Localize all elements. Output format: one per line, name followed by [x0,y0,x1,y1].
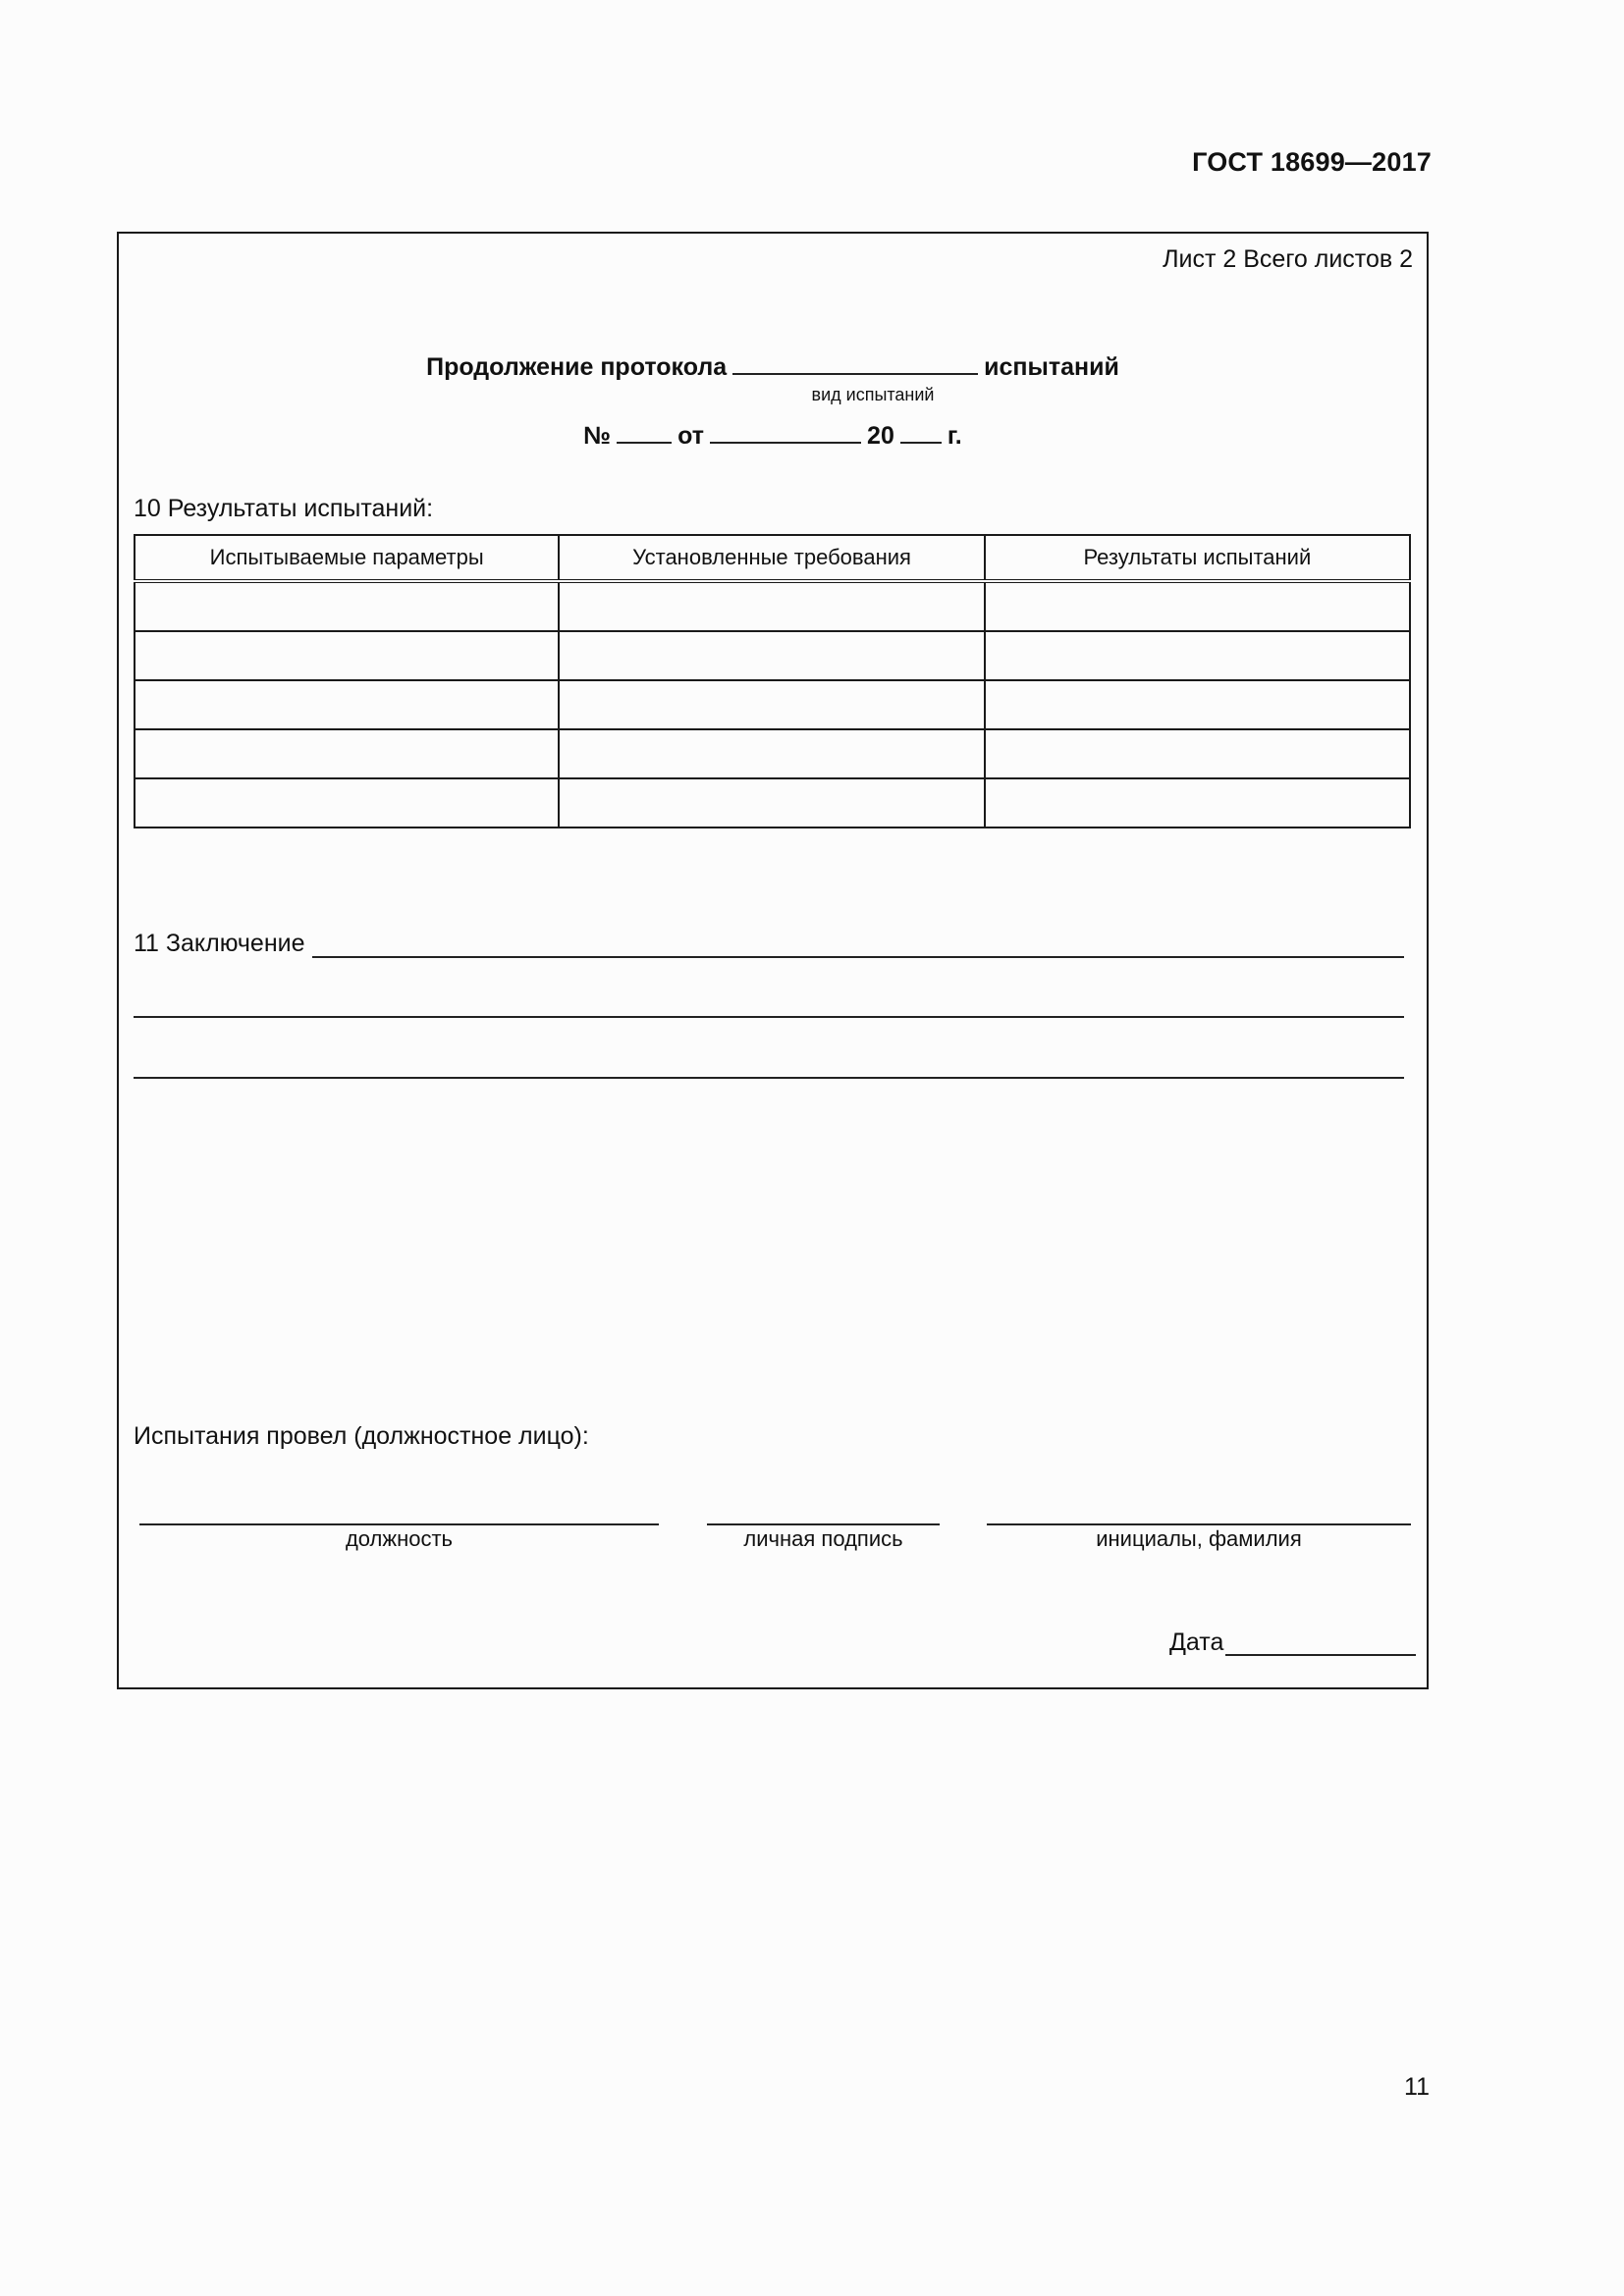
initials-signature-line[interactable] [987,1523,1411,1525]
protocol-form-frame [117,232,1429,1689]
table-cell[interactable] [135,680,559,729]
from-label: от [677,422,705,450]
number-symbol: № [583,422,612,450]
table-cell[interactable] [985,581,1410,631]
table-cell[interactable] [135,729,559,778]
table-cell[interactable] [559,680,984,729]
table-row [135,581,1410,631]
table-cell[interactable] [985,729,1410,778]
performed-by-label: Испытания провел (должностное лицо): [134,1422,589,1450]
table-cell[interactable] [985,631,1410,680]
test-type-caption: вид испытаний [811,385,935,404]
sheet-info: Лист 2 Всего листов 2 [1163,245,1413,273]
table-cell[interactable] [559,581,984,631]
date-line[interactable] [1225,1654,1416,1656]
header-requirements: Установленные требования [559,535,984,581]
date-label: Дата [1169,1629,1224,1656]
table-cell[interactable] [559,729,984,778]
table-cell[interactable] [559,778,984,828]
table-row [135,631,1410,680]
section-11-label: 11 Заключение [134,930,305,957]
page-number: 11 [1404,2073,1430,2101]
year-blank[interactable] [900,424,942,444]
table-cell[interactable] [985,680,1410,729]
protocol-number-line [119,424,1427,449]
section-10-label: 10 Результаты испытаний: [134,495,434,522]
table-row [135,729,1410,778]
table-cell[interactable] [135,581,559,631]
year-suffix: г. [947,422,962,450]
table-cell[interactable] [985,778,1410,828]
table-cell[interactable] [135,778,559,828]
header-test-results: Результаты испытаний [985,535,1410,581]
position-signature-line[interactable] [139,1523,659,1525]
protocol-title [119,355,1427,380]
table-row [135,778,1410,828]
document-code: ГОСТ 18699—2017 [1192,147,1432,177]
header-tested-parameters: Испытываемые параметры [135,535,559,581]
table-cell[interactable] [135,631,559,680]
conclusion-line-2[interactable] [134,1016,1404,1018]
number-blank[interactable] [617,424,672,444]
signature-caption: личная подпись [743,1526,903,1551]
table-cell[interactable] [559,631,984,680]
conclusion-line-1[interactable] [312,956,1404,958]
results-table-header-row [135,535,1410,581]
test-type-blank[interactable] [732,355,978,375]
year-prefix: 20 [867,422,894,450]
results-table [134,534,1411,828]
title-suffix: испытаний [984,353,1119,381]
title-prefix: Продолжение протокола [426,353,728,381]
table-row [135,680,1410,729]
conclusion-line-3[interactable] [134,1077,1404,1079]
personal-signature-line[interactable] [707,1523,940,1525]
position-caption: должность [345,1526,454,1551]
name-caption: инициалы, фамилия [1096,1526,1302,1551]
date-blank[interactable] [710,424,861,444]
